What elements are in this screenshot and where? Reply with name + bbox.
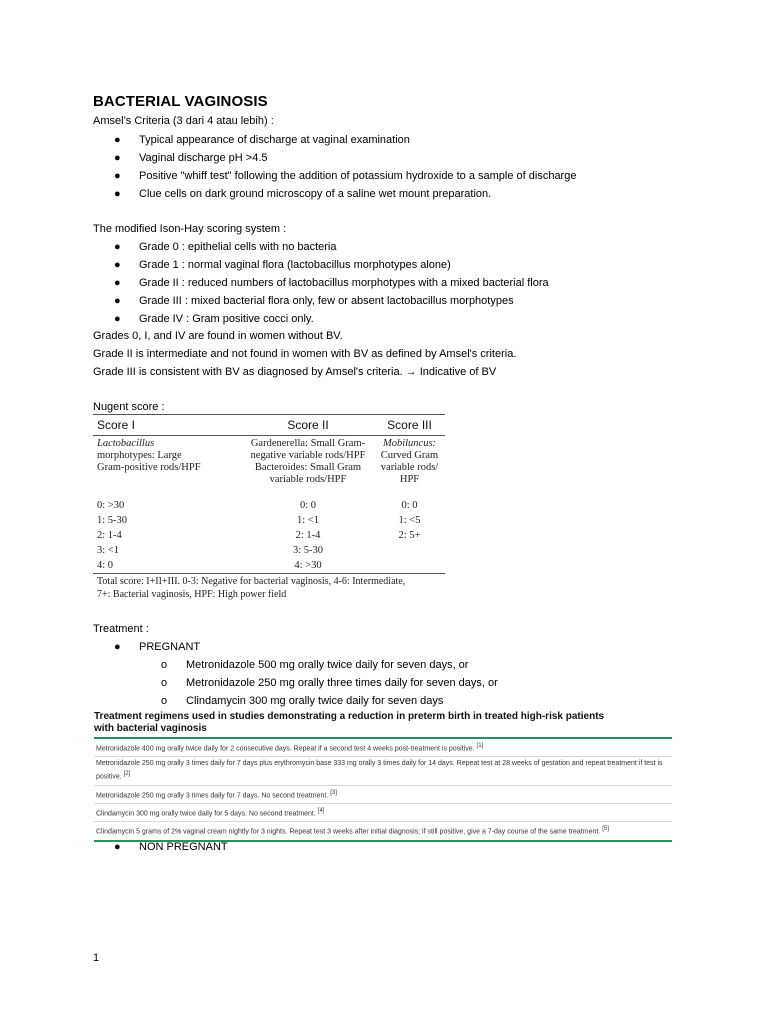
table-cell: [374, 543, 445, 558]
table-cell: 4: 0: [97, 560, 114, 571]
table-cell: 1: 5-30: [97, 515, 128, 526]
table-cell: 2: 1-4: [97, 530, 122, 541]
bullet-icon: ●: [114, 152, 121, 164]
table-cell: 0: 0: [299, 500, 317, 511]
circle-bullet-icon: o: [161, 695, 168, 707]
table-cell: 3: <1: [97, 545, 119, 556]
table-header: [93, 415, 445, 436]
bullet-icon: ●: [114, 277, 121, 289]
reference-link[interactable]: [5]: [602, 826, 609, 833]
table-cell: 1: <1: [297, 515, 319, 526]
reference-link[interactable]: [1]: [476, 743, 484, 749]
circle-bullet-icon: o: [161, 677, 168, 689]
reference-link[interactable]: [2]: [123, 771, 131, 778]
amsel-heading: Amsel’s Criteria (3 dari 4 atau lebih) :: [93, 115, 274, 127]
nugent-heading: Nugent score :: [93, 401, 165, 413]
table-cell: [374, 558, 445, 573]
bullet-icon: ●: [114, 641, 121, 653]
table-row: Metronidazole 250 mg orally 3 times daily for 7 days. No second treatment. [3]: [94, 786, 672, 804]
table-row: Clindamycin 5 grams of 2% vaginal cream nightly for 3 nights. Repeat test 3 weeks after initial diagnosis; if still positive, give a 7-day course of the same treatment. [5]: [96, 826, 609, 836]
regimens-title: Treatment regimens used in studies demonstrating a reduction in preterm birth in treated high-risk patients with bacterial vaginosis: [94, 711, 605, 734]
bullet-icon: ●: [114, 295, 121, 307]
table-cell: Lactobacillus morphotypes: Large Gram-positive rods/HPF: [97, 438, 201, 473]
column-header: Score II: [287, 418, 329, 432]
document-page: BACTERIAL VAGINOSIS Amsel’s Criteria (3 dari 4 atau lebih) : ● Typical appearance of discharge at vaginal examination ● Vaginal discharge pH >4.5 ● Positive "whiff test" following the addition of potassium hydroxide to a sample of discharge ● Clue cells on dark ground microscopy of a saline wet mount preparation. The modified Ison-Hay scoring system : ● Grade 0 : epithelial cells with no bacteria ● Grade 1 : normal vaginal flora (lactobacillus morphotypes alone) ● Grade II : reduced numbers of lactobacillus morphotypes with a mixed bacterial flora ● Grade III : mixed bacterial flora only, few or absent lactobacillus morphotypes ● Grade IV : Gram positive cocci only. Grades 0, I, and IV are found in women without BV. Grade II is intermediate and not found in women with BV as defined by Amsel's criteria. Grade III is consistent with BV as diagnosed by Amsel's criteria. → Indicative of BV Nugent score : Score I Score II Score III Lactobacillus morphotypes: Large Gram-positive rods/HPF Gardenerella: Small Gram- negative variable rods/HPF Bacteroides: Small Gram variable rods/HPF Mobiluncus: Curved Gram variable rods/ HPF 0: >30 0: 0 0: 0 1: 5-30 1: <1 1: <5 2: 1-4 2: 1-4 2: 5+ 3: <1 3: 5-30 4: 0 4: >30 Total score: I+II+III. 0-3: Negative for bacterial vaginosis, 4-6: Intermediate, 7+: Bacterial vaginosis, HPF: High power field Treatment : ● PREGNANT o Metronidazole 500 mg orally twice daily for seven days, or o Metronidazole 250 mg orally three times daily for seven days, or o Clindamycin 300 mg orally twice daily for seven days Treatment regimens used in studies demonstrating a reduction in preterm birth in treated high-risk patients with bacterial vaginosis Metronidazole 400 mg orally twice daily for 2 consecutive days. Repeat if a second test 4 weeks post-treatment is positive. [1] Metronidazole 250 mg orally 3 times daily for 7 days plus erythromycin base 333 mg orally 3 times daily for 14 days. Repeat test at 28 weeks of gestation and repeat treatment if test is positive. [2] Metronidazole 250 mg orally 3 times daily for 7 days. No second treatment. [3] Clindamycin 300 mg orally twice daily for 5 days. No second treatment. [4] Clindamycin 5 grams of 2% vaginal cream nightly for 3 nights. Repeat test 3 weeks after initial diagnosis; if still positive, give a 7-day course of the same treatment. [5] ● NON PREGNANT 1: [0, 0, 768, 1024]
bullet-icon: ●: [114, 188, 121, 200]
table-row: Clindamycin 300 mg orally twice daily for 5 days. No second treatment. [4]: [94, 804, 672, 822]
table-cell: Mobiluncus: Curved Gram variable rods/ HPF: [380, 438, 439, 485]
table-cell: 0: 0: [401, 500, 418, 511]
nugent-table: [93, 414, 445, 601]
isonhay-note: Grade III is consistent with BV as diagnosed by Amsel's criteria. → Indicative of BV: [93, 366, 497, 378]
isonhay-note: Grade II is intermediate and not found in women with BV as defined by Amsel's criteria.: [93, 348, 517, 360]
regimens-table: [94, 711, 672, 842]
table-row: [93, 558, 445, 573]
table-cell: Gardenerella: Small Gram- negative variable rods/HPF Bacteroides: Small Gram variable rods/HPF: [250, 438, 366, 485]
bullet-icon: ●: [114, 134, 121, 146]
table-row: Metronidazole 400 mg orally twice daily for 2 consecutive days. Repeat if a second test 4 weeks post-treatment is positive. [1]: [94, 739, 672, 757]
page-number: 1: [93, 952, 100, 964]
table-row: Metronidazole 250 mg orally 3 times daily for 7 days plus erythromycin base 333 mg orally 3 times daily for 14 days. Repeat test at 28 weeks of gestation and repeat treatment if test is positive. [2]: [94, 757, 672, 785]
table-footnote: Total score: I+II+III. 0-3: Negative for bacterial vaginosis, 4-6: Intermediate, 7+: Bacterial vaginosis, HPF: High power field: [97, 576, 406, 600]
column-header: Score I: [97, 418, 136, 432]
bullet-icon: ●: [114, 170, 121, 182]
table-cell: 2: 5+: [398, 530, 421, 541]
table-row: [93, 543, 445, 558]
table-cell: 3: 5-30: [292, 545, 324, 556]
table-cell: 4: >30: [294, 560, 322, 571]
table-row: [93, 513, 445, 528]
column-header: Score III: [387, 418, 432, 432]
table-row: [93, 498, 445, 513]
table-cell: 0: >30: [97, 500, 125, 511]
bullet-icon: ●: [114, 313, 121, 325]
reference-link[interactable]: [4]: [317, 807, 325, 814]
isonhay-heading: The modified Ison-Hay scoring system :: [93, 223, 287, 235]
table-cell: 1: <5: [398, 515, 421, 526]
bullet-icon: ●: [114, 241, 121, 253]
page-title: BACTERIAL VAGINOSIS: [93, 93, 268, 110]
table-cell: 2: 1-4: [295, 530, 321, 541]
isonhay-note: Grades 0, I, and IV are found in women without BV.: [93, 330, 343, 342]
treatment-heading: Treatment :: [93, 623, 149, 635]
bullet-icon: ●: [114, 841, 121, 853]
table-row: [93, 528, 445, 543]
bullet-icon: ●: [114, 259, 121, 271]
table-row: [93, 436, 445, 498]
reference-link[interactable]: [3]: [330, 789, 337, 796]
circle-bullet-icon: o: [161, 659, 168, 671]
